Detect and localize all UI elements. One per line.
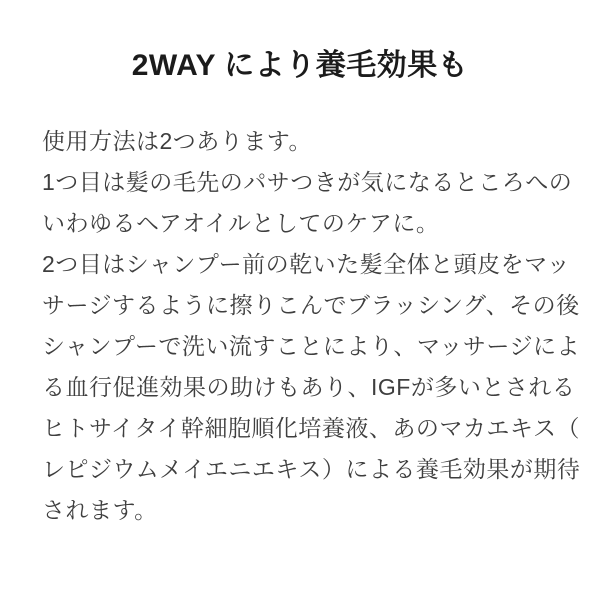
body-line: サージするように擦りこんでブラッシング、その後 — [42, 292, 580, 318]
body-line: ヒトサイタイ幹細胞順化培養液、あのマカエキス（ — [42, 415, 580, 441]
body-line: 2つ目はシャンプー前の乾いた髪全体と頭皮をマッ — [42, 251, 571, 277]
body-line: 1つ目は髪の毛先のパサつきが気になるところへの — [42, 169, 573, 195]
body-line: 使用方法は2つあります。 — [42, 128, 312, 154]
body-line: いわゆるヘアオイルとしてのケアに。 — [42, 210, 440, 236]
body-line: されます。 — [42, 497, 158, 523]
body-line: る血行促進効果の助けもあり、IGFが多いとされる — [42, 374, 576, 400]
body-line: シャンプーで洗い流すことにより、マッサージによ — [42, 333, 580, 359]
body-paragraph — [0, 121, 600, 531]
page-title: 2WAY により養毛効果も — [131, 49, 469, 82]
body-line: レピジウムメイエニエキス）による養毛効果が期待 — [42, 456, 581, 482]
